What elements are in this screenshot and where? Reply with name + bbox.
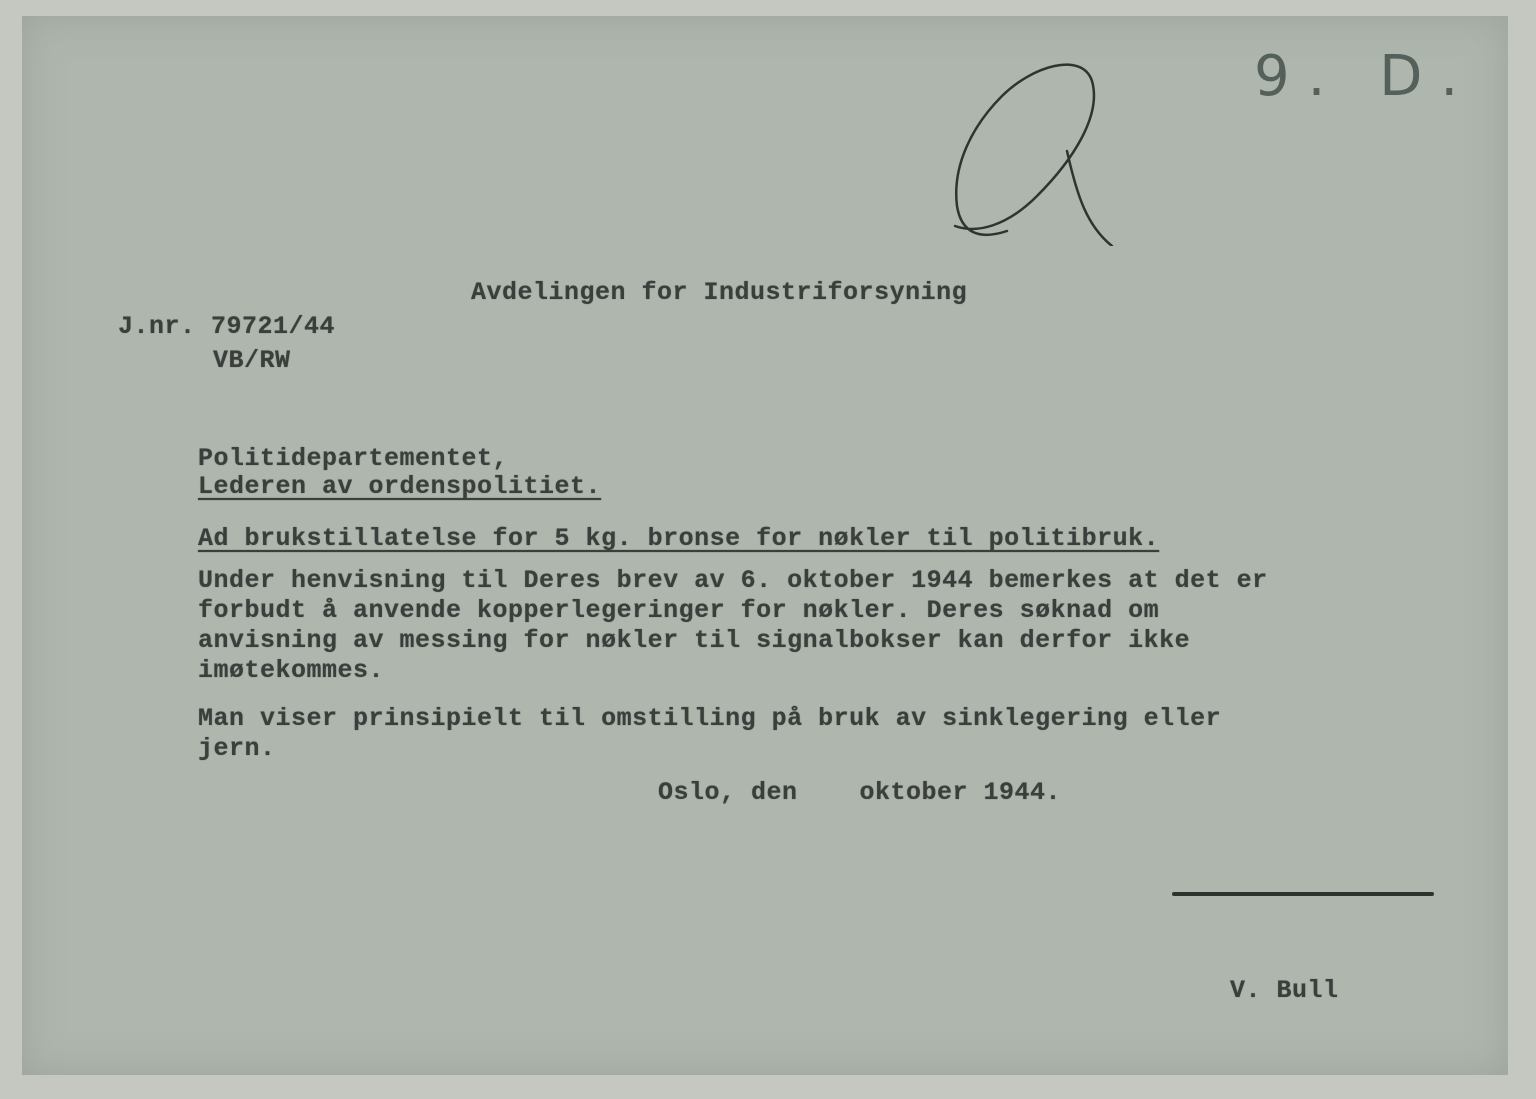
- body-p1-line-3: anvisning av messing for nøkler til signalbokser kan derfor ikke: [198, 626, 1191, 655]
- department-heading: Avdelingen for Industriforsyning: [471, 278, 968, 307]
- body-p2-line-2: jern.: [198, 734, 276, 763]
- recipient-line-2: Lederen av ordenspolitiet.: [198, 472, 602, 501]
- recipient-line-1: Politidepartementet,: [198, 444, 509, 473]
- initials: VB/RW: [213, 346, 291, 375]
- body-p1-line-2: forbudt å anvende kopperlegeringer for nøkler. Deres søknad om: [198, 596, 1160, 625]
- journal-number: J.nr. 79721/44: [118, 312, 336, 341]
- handwritten-mark: 9. D.: [1254, 44, 1477, 109]
- handwritten-loop-mark: [937, 56, 1137, 246]
- body-p1-line-1: Under henvisning til Deres brev av 6. oktober 1944 bemerkes at det er: [198, 566, 1268, 595]
- body-p2-line-1: Man viser prinsipielt til omstilling på bruk av sinklegering eller: [198, 704, 1222, 733]
- subject-line: Ad brukstillatelse for 5 kg. bronse for nøkler til politibruk.: [198, 524, 1160, 553]
- signatory-name: V. Bull: [1230, 976, 1339, 1005]
- signature-line: [1172, 892, 1434, 896]
- place-date: Oslo, den oktober 1944.: [658, 778, 1062, 807]
- body-p1-line-4: imøtekommes.: [198, 656, 385, 685]
- document-page: [22, 16, 1508, 1075]
